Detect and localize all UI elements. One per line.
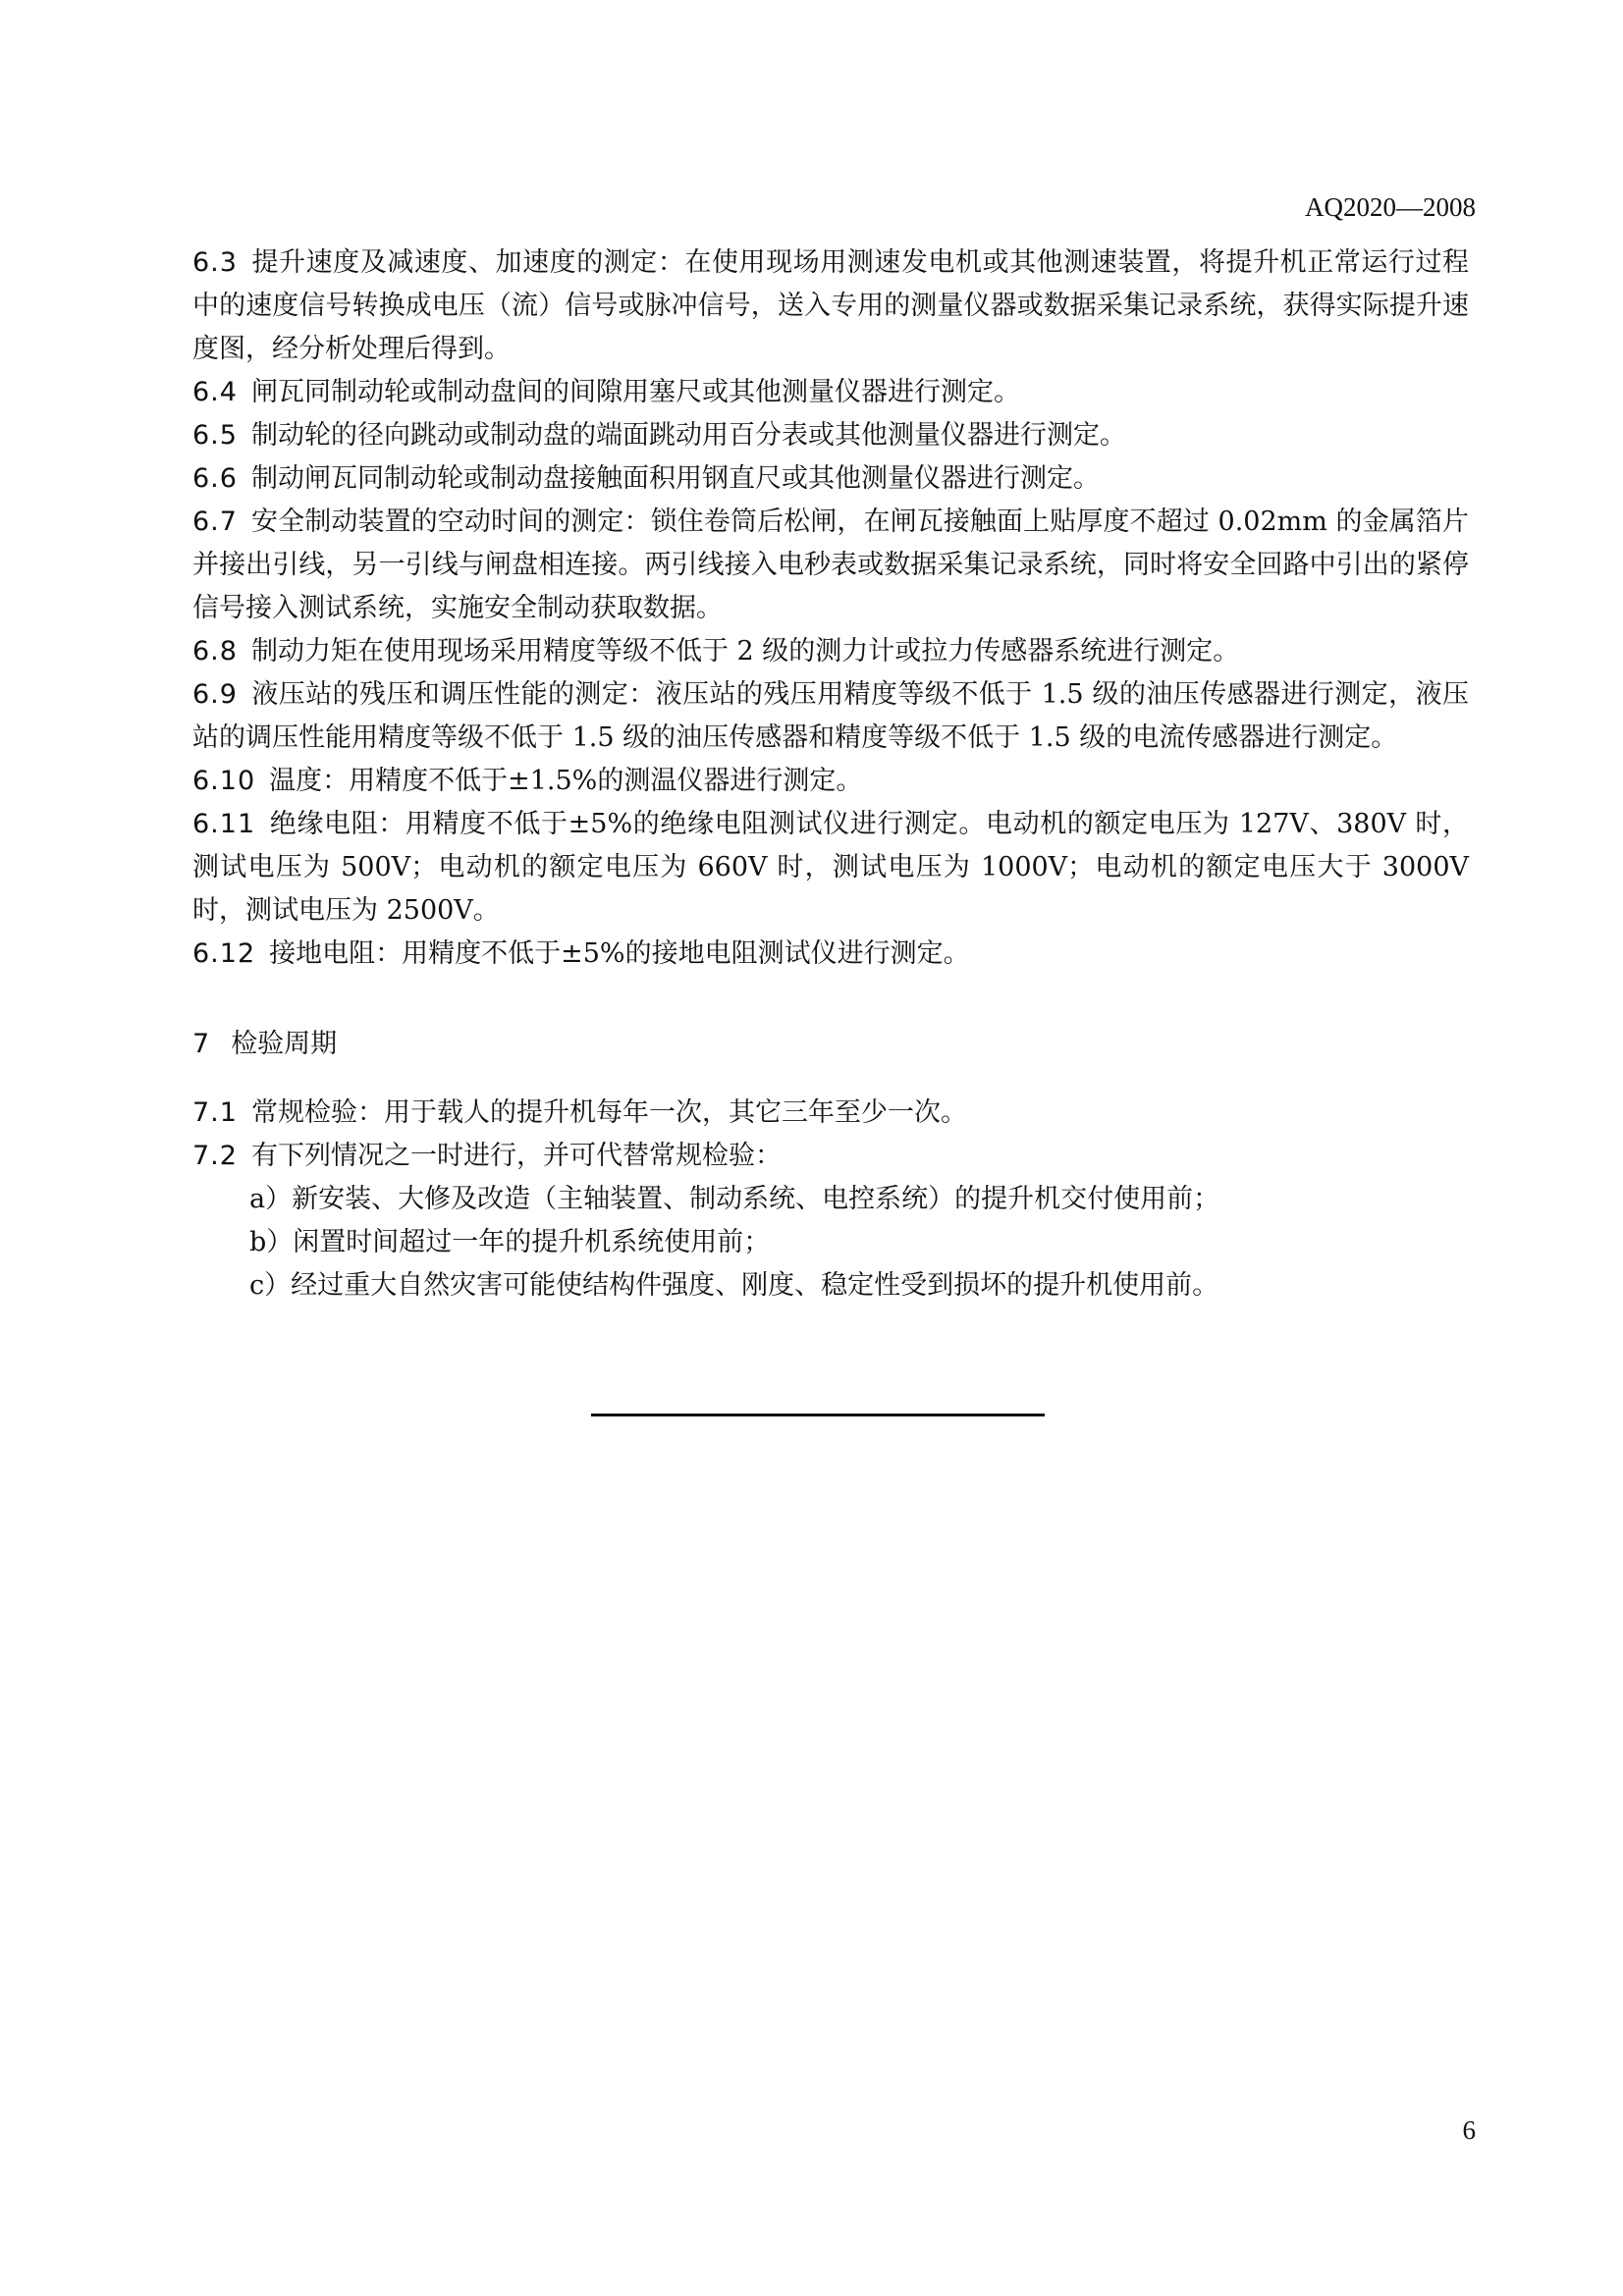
list-item-b: b）闲置时间超过一年的提升机系统使用前； (249, 1227, 771, 1257)
clause-number: 6.10 (192, 766, 256, 796)
clause-6-6 (192, 457, 1469, 501)
clause-text: 绝缘电阻：用精度不低于±5%的绝缘电阻测试仪进行测定。电动机的额定电压为 127V、380V 时，测试电压为 500V；电动机的额定电压为 660V 时，测试电压为 1000V；电动机的额定电压大于 3000V 时，测试电压为 2500V。 (192, 809, 1469, 926)
clause-number: 6.9 (192, 679, 238, 710)
clause-text: 安全制动装置的空动时间的测定：锁住卷筒后松闸，在闸瓦接触面上贴厚度不超过 0.02mm 的金属箔片并接出引线，另一引线与闸盘相连接。两引线接入电秒表或数据采集记录系统，同时将安全回路中引出的紧停信号接入测试系统，实施安全制动获取数据。 (192, 507, 1469, 623)
clause-text: 接地电阻：用精度不低于±5%的接地电阻测试仪进行测定。 (269, 938, 970, 969)
clause-number: 6.4 (192, 377, 238, 407)
clause-6-10 (192, 760, 1469, 803)
clause-text: 液压站的残压和调压性能的测定：液压站的残压用精度等级不低于 1.5 级的油压传感器进行测定，液压站的调压性能用精度等级不低于 1.5 级的油压传感器和精度等级不低于 1.5 级的电流传感器进行测定。 (192, 679, 1469, 753)
clause-6-3 (192, 241, 1469, 371)
standard-number: AQ2020—2008 (1305, 192, 1476, 222)
clause-text: 闸瓦同制动轮或制动盘间的间隙用塞尺或其他测量仪器进行测定。 (250, 377, 1020, 407)
clause-text: 温度：用精度不低于±1.5%的测温仪器进行测定。 (269, 766, 863, 796)
clause-7-2 (192, 1135, 1469, 1178)
clause-number: 7.1 (192, 1097, 238, 1128)
clause-number: 6.3 (192, 247, 238, 278)
clause-text: 制动力矩在使用现场采用精度等级不低于 2 级的测力计或拉力传感器系统进行测定。 (250, 636, 1240, 667)
clause-number: 6.6 (192, 463, 238, 494)
end-of-document-rule (591, 1414, 1045, 1416)
clause-6-12 (192, 933, 1469, 976)
clause-6-9 (192, 673, 1469, 760)
clause-number: 7.2 (192, 1141, 238, 1171)
clause-text: 有下列情况之一时进行，并可代替常规检验： (250, 1141, 782, 1171)
clause-6-7 (192, 501, 1469, 630)
list-item-a: a）新安装、大修及改造（主轴装置、制动系统、电控系统）的提升机交付使用前； (249, 1184, 1220, 1214)
clause-text: 提升速度及减速度、加速度的测定：在使用现场用测速发电机或其他测速装置，将提升机正常运行过程中的速度信号转换成电压（流）信号或脉冲信号，送入专用的测量仪器或数据采集记录系统，获得实际提升速度图，经分析处理后得到。 (192, 247, 1469, 364)
section-7-heading (192, 1023, 1469, 1066)
clause-number: 6.7 (192, 507, 238, 537)
clause-6-5 (192, 414, 1469, 457)
clause-number: 6.11 (192, 809, 256, 839)
clause-number: 6.5 (192, 420, 238, 451)
clause-text: 制动轮的径向跳动或制动盘的端面跳动用百分表或其他测量仪器进行测定。 (250, 420, 1126, 451)
list-item-c: c）经过重大自然灾害可能使结构件强度、刚度、稳定性受到损坏的提升机使用前。 (249, 1270, 1219, 1301)
clause-6-11 (192, 803, 1469, 933)
clause-7-1 (192, 1092, 1469, 1135)
section-title: 检验周期 (231, 1029, 338, 1059)
clause-number: 6.12 (192, 938, 256, 969)
clause-text: 制动闸瓦同制动轮或制动盘接触面积用钢直尺或其他测量仪器进行测定。 (250, 463, 1100, 494)
clause-6-4 (192, 371, 1469, 414)
page-number: 6 (1462, 2115, 1476, 2145)
clause-6-8 (192, 630, 1469, 673)
section-number: 7 (192, 1029, 210, 1059)
clause-number: 6.8 (192, 636, 238, 667)
clause-text: 常规检验：用于载人的提升机每年一次，其它三年至少一次。 (250, 1097, 967, 1128)
document-body (192, 241, 1469, 1308)
